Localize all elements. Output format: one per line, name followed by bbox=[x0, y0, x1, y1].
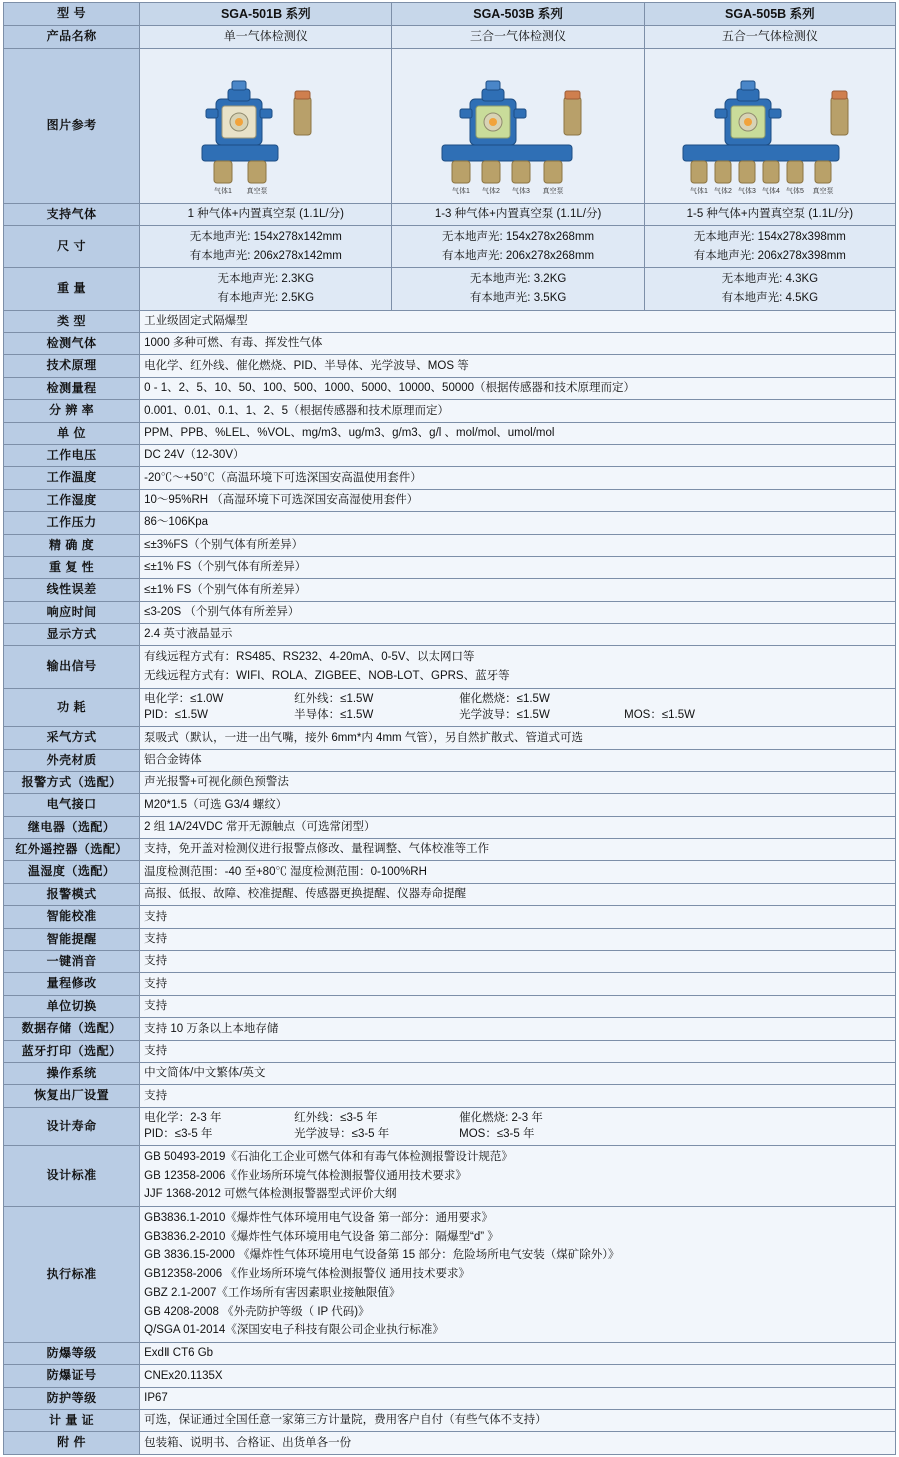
image-caption-gas2: 气体2 bbox=[482, 187, 501, 195]
table-row bbox=[4, 534, 896, 556]
product-name-501b: 单一气体检测仪 bbox=[140, 26, 392, 48]
row-value: 支持 bbox=[140, 995, 896, 1017]
table-row bbox=[4, 951, 896, 973]
table-row bbox=[4, 688, 896, 726]
model-503b: SGA-503B 系列 bbox=[392, 3, 644, 26]
row-label: 设计寿命 bbox=[4, 1107, 140, 1145]
table-row bbox=[4, 422, 896, 444]
row-label: 工作温度 bbox=[4, 467, 140, 489]
row-label: 红外遥控器（选配） bbox=[4, 839, 140, 861]
row-value: 温度检测范围：-40 至+80℃ 湿度检测范围：0-100%RH bbox=[140, 861, 896, 883]
row-label: 采气方式 bbox=[4, 727, 140, 749]
row-label: 线性误差 bbox=[4, 579, 140, 601]
row-label: 显示方式 bbox=[4, 624, 140, 646]
value-cell: PID：≤3-5 年 bbox=[144, 1128, 213, 1141]
row-label: 工作压力 bbox=[4, 512, 140, 534]
table-row bbox=[4, 973, 896, 995]
value-line: 有本地声光: 4.5KG bbox=[721, 291, 819, 304]
row-value: M20*1.5（可选 G3/4 螺纹） bbox=[140, 794, 896, 816]
row-value bbox=[392, 268, 644, 310]
value-cell: 红外线：≤1.5W bbox=[294, 692, 374, 705]
value-line-group bbox=[144, 1126, 891, 1143]
row-value: ≤±3%FS（个别气体有所差异） bbox=[140, 534, 896, 556]
row-label: 工作湿度 bbox=[4, 489, 140, 511]
row-label: 尺 寸 bbox=[4, 225, 140, 267]
row-label: 防护等级 bbox=[4, 1387, 140, 1409]
model-505b: SGA-505B 系列 bbox=[644, 3, 895, 26]
value-cell bbox=[624, 1110, 774, 1127]
table-row bbox=[4, 355, 896, 377]
row-label: 智能校准 bbox=[4, 906, 140, 928]
row-value: ≤±1% FS（个别气体有所差异） bbox=[140, 556, 896, 578]
product-image-505b bbox=[644, 48, 895, 203]
table-row bbox=[4, 1342, 896, 1364]
table-row bbox=[4, 203, 896, 225]
row-value: 工业级固定式隔爆型 bbox=[140, 310, 896, 332]
row-value: 1000 多种可燃、有毒、挥发性气体 bbox=[140, 332, 896, 354]
value-line: 有本地声光: 2.5KG bbox=[217, 291, 315, 304]
value-cell bbox=[624, 1126, 774, 1143]
value-line: 无本地声光: 3.2KG bbox=[469, 273, 567, 286]
row-label: 防爆证号 bbox=[4, 1365, 140, 1387]
row-value bbox=[140, 1207, 896, 1343]
value-line: 无本地声光: 2.3KG bbox=[217, 273, 315, 286]
row-value: ≤±1% FS（个别气体有所差异） bbox=[140, 579, 896, 601]
row-value: 电化学、红外线、催化燃烧、PID、半导体、光学波导、MOS 等 bbox=[140, 355, 896, 377]
row-value: 支持 bbox=[140, 928, 896, 950]
table-row-image-reference bbox=[4, 48, 896, 203]
row-value: 可选，保证通过全国任意一家第三方计量院，费用客户自付（有些气体不支持） bbox=[140, 1410, 896, 1432]
row-value: 支持 bbox=[140, 1040, 896, 1062]
row-value: 中文简体/中文繁体/英文 bbox=[140, 1063, 896, 1085]
table-row bbox=[4, 556, 896, 578]
value-line: 无本地声光: 154x278x268mm bbox=[442, 230, 595, 243]
row-value bbox=[644, 225, 895, 267]
value-line: 有本地声光: 3.5KG bbox=[469, 291, 567, 304]
row-value: 10～95%RH （高湿环境下可选深国安高湿使用套件） bbox=[140, 489, 896, 511]
table-row bbox=[4, 310, 896, 332]
product-name-505b: 五合一气体检测仪 bbox=[644, 26, 895, 48]
row-label: 重 量 bbox=[4, 268, 140, 310]
row-label: 技术原理 bbox=[4, 355, 140, 377]
value-line: 有本地声光: 206x278x398mm bbox=[693, 249, 846, 262]
value-cell: PID：≤1.5W bbox=[144, 709, 208, 722]
row-label: 输出信号 bbox=[4, 646, 140, 688]
row-label: 操作系统 bbox=[4, 1063, 140, 1085]
table-row bbox=[4, 794, 896, 816]
value-line: 无本地声光: 4.3KG bbox=[721, 273, 819, 286]
value-line: 无本地声光: 154x278x142mm bbox=[189, 230, 342, 243]
model-501b: SGA-501B 系列 bbox=[140, 3, 392, 26]
table-row bbox=[4, 579, 896, 601]
table-row bbox=[4, 624, 896, 646]
row-value: 支持 bbox=[140, 1085, 896, 1107]
table-row bbox=[4, 225, 896, 267]
row-value: PPM、PPB、%LEL、%VOL、mg/m3、ug/m3、g/m3、g/l 、mol/mol、umol/mol bbox=[140, 422, 896, 444]
row-value: 高报、低报、故障、校准提醒、传感器更换提醒、仪器寿命提醒 bbox=[140, 883, 896, 905]
table-row bbox=[4, 646, 896, 688]
row-label: 一键消音 bbox=[4, 951, 140, 973]
table-row bbox=[4, 601, 896, 623]
value-line-group bbox=[144, 691, 891, 708]
row-value: 1 种气体+内置真空泵 (1.1L/分) bbox=[140, 203, 392, 225]
standard-item: GB 12358-2006《作业场所环境气体检测报警仪通用技术要求》 bbox=[144, 1169, 467, 1182]
table-row bbox=[4, 400, 896, 422]
product-image-501b bbox=[140, 48, 392, 203]
row-label: 执行标准 bbox=[4, 1207, 140, 1343]
row-label: 响应时间 bbox=[4, 601, 140, 623]
row-label: 蓝牙打印（选配） bbox=[4, 1040, 140, 1062]
value-line: 有本地声光: 206x278x142mm bbox=[189, 249, 342, 262]
value-cell: 催化燃烧：≤1.5W bbox=[459, 692, 550, 705]
row-value bbox=[644, 268, 895, 310]
row-value: IP67 bbox=[140, 1387, 896, 1409]
table-row bbox=[4, 489, 896, 511]
row-label: 单 位 bbox=[4, 422, 140, 444]
table-row-product-name bbox=[4, 26, 896, 48]
specification-table bbox=[3, 2, 896, 1455]
image-caption-pump: 真空泵 bbox=[542, 187, 564, 195]
image-caption-gas1: 气体1 bbox=[689, 187, 708, 195]
standard-item: GB 4208-2008 《外壳防护等级（ IP 代码)》 bbox=[144, 1305, 370, 1318]
row-value: 泵吸式（默认，一进一出气嘴，接外 6mm*内 4mm 气管），另自然扩散式、管道式可选 bbox=[140, 727, 896, 749]
table-row bbox=[4, 377, 896, 399]
row-value bbox=[140, 646, 896, 688]
row-label: 报警模式 bbox=[4, 883, 140, 905]
detector-illustration-5 bbox=[649, 51, 894, 201]
table-row bbox=[4, 1410, 896, 1432]
row-label: 电气接口 bbox=[4, 794, 140, 816]
image-caption-gas1: 气体1 bbox=[452, 187, 471, 195]
table-row bbox=[4, 444, 896, 466]
detector-illustration-1 bbox=[144, 51, 390, 201]
standard-item: GB 3836.15-2000 《爆炸性气体环境用电气设备第 15 部分：危险场所电气安装（煤矿除外）》 bbox=[144, 1249, 620, 1262]
row-label-model: 型 号 bbox=[4, 3, 140, 26]
value-cell: 催化燃烧: 2-3 年 bbox=[459, 1111, 543, 1124]
table-row bbox=[4, 995, 896, 1017]
row-label-image-reference: 图片参考 bbox=[4, 48, 140, 203]
row-value: DC 24V（12-30V） bbox=[140, 444, 896, 466]
row-label: 报警方式（选配） bbox=[4, 771, 140, 793]
row-label: 计 量 证 bbox=[4, 1410, 140, 1432]
table-row bbox=[4, 816, 896, 838]
value-cell: 光学波导：≤3-5 年 bbox=[294, 1128, 390, 1141]
table-row bbox=[4, 861, 896, 883]
table-row bbox=[4, 1146, 896, 1207]
table-row bbox=[4, 1387, 896, 1409]
row-label: 检测气体 bbox=[4, 332, 140, 354]
row-value: 1-3 种气体+内置真空泵 (1.1L/分) bbox=[392, 203, 644, 225]
table-row bbox=[4, 727, 896, 749]
row-label: 设计标准 bbox=[4, 1146, 140, 1207]
table-row bbox=[4, 1207, 896, 1343]
row-value: 支持，免开盖对检测仪进行报警点修改、量程调整、气体校准等工作 bbox=[140, 839, 896, 861]
row-value: 支持 bbox=[140, 973, 896, 995]
table-row bbox=[4, 906, 896, 928]
table-row bbox=[4, 1018, 896, 1040]
table-row bbox=[4, 1432, 896, 1454]
value-line: 无本地声光: 154x278x398mm bbox=[693, 230, 846, 243]
image-caption-pump: 真空泵 bbox=[246, 187, 268, 195]
row-label: 附 件 bbox=[4, 1432, 140, 1454]
standard-item: GB3836.1-2010《爆炸性气体环境用电气设备 第一部分：通用要求》 bbox=[144, 1212, 494, 1225]
image-caption-gas3: 气体3 bbox=[737, 187, 756, 195]
value-cell: 光学波导：≤1.5W bbox=[459, 709, 550, 722]
product-name-503b: 三合一气体检测仪 bbox=[392, 26, 644, 48]
row-value bbox=[392, 225, 644, 267]
row-value: 86～106Kpa bbox=[140, 512, 896, 534]
value-cell: 红外线：≤3-5 年 bbox=[294, 1111, 378, 1124]
standard-item: GBZ 2.1-2007《工作场所有害因素职业接触限值》 bbox=[144, 1286, 401, 1299]
row-label: 类 型 bbox=[4, 310, 140, 332]
row-value bbox=[140, 225, 392, 267]
table-row bbox=[4, 467, 896, 489]
row-value: 支持 bbox=[140, 906, 896, 928]
table-row bbox=[4, 1063, 896, 1085]
image-caption-gas4: 气体4 bbox=[761, 187, 780, 195]
table-row-model bbox=[4, 3, 896, 26]
row-label: 继电器（选配） bbox=[4, 816, 140, 838]
row-label: 工作电压 bbox=[4, 444, 140, 466]
row-label-product-name: 产品名称 bbox=[4, 26, 140, 48]
row-value: 2 组 1A/24VDC 常开无源触点（可选常闭型） bbox=[140, 816, 896, 838]
row-label: 防爆等级 bbox=[4, 1342, 140, 1364]
row-label: 数据存储（选配） bbox=[4, 1018, 140, 1040]
row-label: 单位切换 bbox=[4, 995, 140, 1017]
table-row bbox=[4, 1107, 896, 1145]
row-value: 2.4 英寸液晶显示 bbox=[140, 624, 896, 646]
image-caption-gas1: 气体1 bbox=[214, 187, 233, 195]
product-image-503b bbox=[392, 48, 644, 203]
row-label: 外壳材质 bbox=[4, 749, 140, 771]
row-value: ExdⅡ CT6 Gb bbox=[140, 1342, 896, 1364]
image-caption-pump: 真空泵 bbox=[812, 187, 834, 195]
standard-item: JJF 1368-2012 可燃气体检测报警器型式评价大纲 bbox=[144, 1188, 397, 1201]
row-label: 分 辨 率 bbox=[4, 400, 140, 422]
standard-item: Q/SGA 01-2014《深国安电子科技有限公司企业执行标准》 bbox=[144, 1324, 444, 1337]
image-caption-gas2: 气体2 bbox=[713, 187, 732, 195]
value-cell bbox=[624, 691, 774, 708]
row-label: 温湿度（选配） bbox=[4, 861, 140, 883]
row-value: -20℃～+50℃（高温环境下可选深国安高温使用套件） bbox=[140, 467, 896, 489]
row-value: 声光报警+可视化颜色预警法 bbox=[140, 771, 896, 793]
table-row bbox=[4, 268, 896, 310]
row-label: 重 复 性 bbox=[4, 556, 140, 578]
standard-item: GB12358-2006 《作业场所环境气体检测报警仪 通用技术要求》 bbox=[144, 1268, 471, 1281]
row-value: 0.001、0.01、0.1、1、2、5（根据传感器和技术原理而定） bbox=[140, 400, 896, 422]
row-value: 支持 10 万条以上本地存储 bbox=[140, 1018, 896, 1040]
row-value: 1-5 种气体+内置真空泵 (1.1L/分) bbox=[644, 203, 895, 225]
image-caption-gas5: 气体5 bbox=[785, 187, 804, 195]
row-value bbox=[140, 1107, 896, 1145]
row-label: 量程修改 bbox=[4, 973, 140, 995]
row-value: 支持 bbox=[140, 951, 896, 973]
row-label: 支持气体 bbox=[4, 203, 140, 225]
table-row bbox=[4, 1365, 896, 1387]
table-row bbox=[4, 883, 896, 905]
row-value: 包装箱、说明书、合格证、出货单各一份 bbox=[140, 1432, 896, 1454]
standard-item: GB 50493-2019《石油化工企业可燃气体和有毒气体检测报警设计规范》 bbox=[144, 1151, 513, 1164]
row-label: 智能提醒 bbox=[4, 928, 140, 950]
row-value: 铝合金铸体 bbox=[140, 749, 896, 771]
value-cell: 半导体：≤1.5W bbox=[294, 709, 374, 722]
row-value bbox=[140, 688, 896, 726]
detector-illustration-3 bbox=[396, 51, 642, 201]
row-label: 精 确 度 bbox=[4, 534, 140, 556]
value-line: 有线远程方式有：RS485、RS232、4-20mA、0-5V、以太网口等 bbox=[144, 651, 475, 664]
value-line-group bbox=[144, 707, 891, 724]
table-row bbox=[4, 512, 896, 534]
row-value: 0 - 1、2、5、10、50、100、500、1000、5000、10000、50000（根据传感器和技术原理而定） bbox=[140, 377, 896, 399]
value-line-group bbox=[144, 1110, 891, 1127]
value-cell: 电化学：2-3 年 bbox=[144, 1111, 222, 1124]
value-line: 有本地声光: 206x278x268mm bbox=[442, 249, 595, 262]
table-row bbox=[4, 1040, 896, 1062]
row-value: CNEx20.1135X bbox=[140, 1365, 896, 1387]
row-label: 检测量程 bbox=[4, 377, 140, 399]
standard-item: GB3836.2-2010《爆炸性气体环境用电气设备 第二部分：隔爆型“d” 》 bbox=[144, 1230, 499, 1243]
row-value: ≤3-20S （个别气体有所差异） bbox=[140, 601, 896, 623]
image-caption-gas3: 气体3 bbox=[512, 187, 531, 195]
table-row bbox=[4, 771, 896, 793]
value-cell: MOS：≤1.5W bbox=[624, 709, 695, 722]
table-row bbox=[4, 749, 896, 771]
row-label: 功 耗 bbox=[4, 688, 140, 726]
row-value bbox=[140, 1146, 896, 1207]
table-row bbox=[4, 1085, 896, 1107]
table-row bbox=[4, 928, 896, 950]
value-cell: MOS：≤3-5 年 bbox=[459, 1128, 535, 1141]
row-label: 恢复出厂设置 bbox=[4, 1085, 140, 1107]
value-line: 无线远程方式有：WIFI、ROLA、ZIGBEE、NOB-LOT、GPRS、蓝牙等 bbox=[144, 670, 510, 683]
table-row bbox=[4, 839, 896, 861]
table-row bbox=[4, 332, 896, 354]
value-cell: 电化学：≤1.0W bbox=[144, 692, 224, 705]
row-value bbox=[140, 268, 392, 310]
